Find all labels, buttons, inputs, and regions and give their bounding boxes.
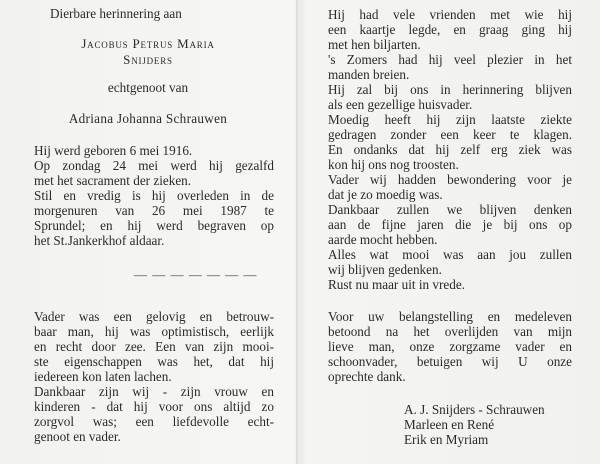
memory-line: Hij zal bij ons in herinnering blijven: [328, 82, 572, 97]
memory-line: aarde mocht hebben.: [328, 232, 438, 247]
biography-line: Stil en vredig is hij overleden in de: [34, 188, 274, 203]
biography-line: het St.Jankerkhof aldaar.: [34, 233, 165, 248]
memory-line: Alles wat mooi was aan jou zullen: [328, 247, 572, 262]
thanks-line: Voor uw belangstelling en medeleven: [328, 309, 572, 324]
memory-line: Vader wij hadden bewondering voor je: [328, 172, 572, 187]
biography-line: Op zondag 24 mei werd hij gezalfd: [34, 158, 274, 173]
tribute-line: en recht door zee. Een van zijn mooi-: [34, 339, 274, 354]
separator: — — — — — — —: [134, 267, 258, 282]
tribute-line: genoot en vader.: [34, 429, 121, 444]
memory-line: wij blijven gedenken.: [328, 262, 442, 277]
thanks-line: oprechte dank.: [328, 369, 406, 384]
tribute-line: Vader was een gelovig en betrouw-: [34, 309, 274, 324]
memory-line: met hen biljarten.: [328, 37, 421, 52]
memory-line: Rust nu maar uit in vrede.: [328, 277, 465, 292]
memory-line: Dankbaar zullen we blijven denken: [328, 202, 572, 217]
tribute-line: kinderen - dat hij voor ons altijd zo: [34, 399, 274, 414]
memory-line: een kaartje legde, en graag ging hij: [328, 22, 572, 37]
deceased-name-line1: Jacobus Petrus Maria: [81, 36, 215, 51]
memory-line: manden breien.: [328, 67, 410, 82]
memory-line: dat je zo moedig was.: [328, 187, 443, 202]
tribute-line: ste eigenschappen was het, dat hij: [34, 354, 274, 369]
memory-line: Hij had vele vrienden met wie hij: [328, 7, 572, 22]
memory-line: als een gezellige huisvader.: [328, 97, 473, 112]
tribute-line: Dankbaar zijn wij - zijn vrouw en: [34, 384, 274, 399]
tribute-line: baar man, hij was optimistisch, eerlijk: [34, 324, 274, 339]
spouse-name: Adriana Johanna Schrauwen: [68, 111, 228, 126]
biography-line: Hij werd geboren 6 mei 1916.: [34, 143, 193, 158]
spouse-intro: echtgenoot van: [107, 80, 189, 95]
memory-line: 's Zomers had hij veel plezier in het: [328, 52, 572, 67]
memory-line: gedragen zonder een keer te klagen.: [328, 127, 572, 142]
signature-line: Erik en Myriam: [404, 432, 489, 447]
memory-line: aan de fijne jaren die je bij ons op: [328, 217, 572, 232]
memory-line: kon hij ons nog troosten.: [328, 157, 459, 172]
deceased-name-line2: Snijders: [123, 52, 173, 67]
thanks-line: betoond na het overlijden van mijn: [328, 324, 572, 339]
biography-line: morgenuren van 26 mei 1987 te: [34, 203, 274, 218]
tribute-line: zorgvol was; een liefdevolle echt-: [34, 414, 274, 429]
signature-line: A. J. Snijders - Schrauwen: [404, 402, 545, 417]
memory-line: Moedig heeft hij zijn laatste ziekte: [328, 112, 572, 127]
tribute-line: iedereen kon laten lachen.: [34, 369, 172, 384]
biography-line: met het sacrament der zieken.: [34, 173, 192, 188]
biography-line: Sprundel; en hij werd begraven op: [34, 218, 274, 233]
thanks-line: schoonvader, betuigen wij U onze: [328, 354, 572, 369]
signature-line: Marleen en René: [404, 417, 495, 432]
memory-line: En ondanks dat hij zelf erg ziek was: [328, 142, 572, 157]
intro-text: Dierbare herinnering aan: [50, 6, 182, 21]
thanks-line: lieve man, onze zorgzame vader en: [328, 339, 572, 354]
card-fold: [296, 0, 298, 464]
